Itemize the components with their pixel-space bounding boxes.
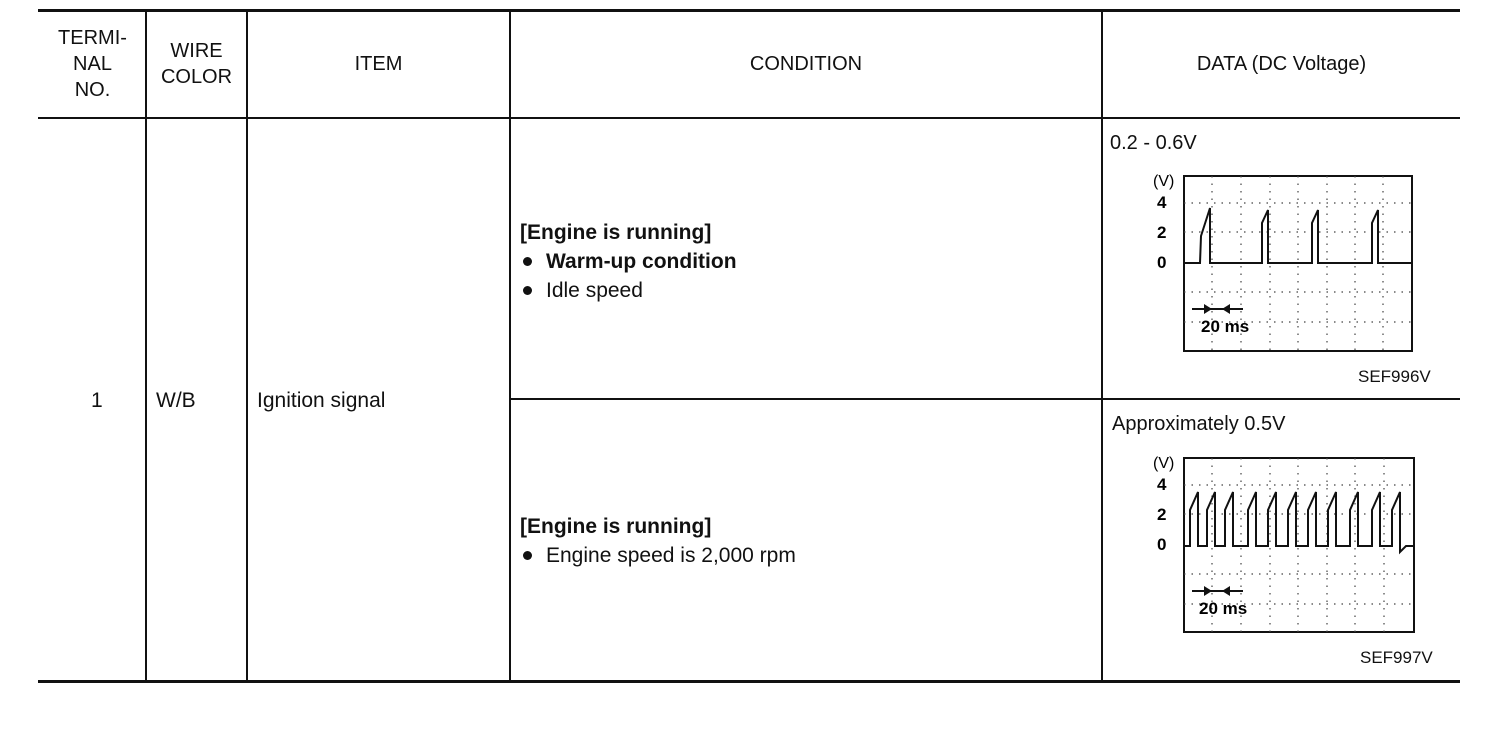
figure-code-2: SEF997V xyxy=(1360,648,1433,667)
condition-1-title: [Engine is running] xyxy=(520,221,712,244)
item-value: Ignition signal xyxy=(257,389,386,412)
condition-2 xyxy=(520,512,796,570)
header-item: ITEM xyxy=(354,53,403,75)
header-data: DATA (DC Voltage) xyxy=(1196,53,1367,75)
scope-1-time-label: 20 ms xyxy=(1201,317,1250,336)
bullet-icon xyxy=(523,551,532,560)
bottom-rule xyxy=(38,680,1460,683)
header-condition: CONDITION xyxy=(749,53,863,75)
condition-2-title: [Engine is running] xyxy=(520,515,712,538)
scope-2-time-label: 20 ms xyxy=(1199,599,1248,618)
figure-code-1: SEF996V xyxy=(1358,367,1431,386)
bullet-icon xyxy=(523,286,532,295)
header-rule xyxy=(38,117,1460,119)
data-value-2: Approximately 0.5V xyxy=(1112,413,1286,435)
bullet-icon xyxy=(523,257,532,266)
condition-2-bullet-1 xyxy=(520,541,796,570)
scope-2-tick-0: 0 xyxy=(1157,535,1167,554)
condition-1-bullet-2-text: Idle speed xyxy=(546,279,643,302)
condition-1-bullet-1-text: Warm-up condition xyxy=(546,250,737,273)
condition-1-bullet-2 xyxy=(520,276,737,305)
terminal-number: 1 xyxy=(91,389,103,412)
wire-color-value: W/B xyxy=(156,389,196,412)
header-terminal-no: TERMI- NAL NO. xyxy=(58,27,127,101)
scope-2-tick-4: 4 xyxy=(1157,475,1167,494)
condition-divider xyxy=(510,398,1460,400)
oscilloscope-waveform-1 xyxy=(1140,168,1430,358)
scope-1-tick-2: 2 xyxy=(1157,223,1167,242)
scope-2-unit-label: (V) xyxy=(1153,455,1175,472)
condition-1-bullet-1 xyxy=(520,247,737,276)
scope-1-tick-0: 0 xyxy=(1157,253,1167,272)
data-value-1: 0.2 - 0.6V xyxy=(1110,132,1197,154)
scope-2-tick-2: 2 xyxy=(1157,505,1167,524)
top-rule xyxy=(38,9,1460,12)
scope-1-time-arrow xyxy=(1192,304,1243,314)
scope-1-trace xyxy=(1184,208,1412,263)
scope-2-trace xyxy=(1184,492,1414,552)
oscilloscope-waveform-2 xyxy=(1140,450,1430,640)
scope-1-unit-label: (V) xyxy=(1153,173,1175,190)
scope-2-time-arrow xyxy=(1192,586,1243,596)
condition-2-bullet-1-text: Engine speed is 2,000 rpm xyxy=(546,544,796,567)
header-wire-color: WIRE COLOR xyxy=(160,40,233,88)
condition-1 xyxy=(520,218,737,305)
scope-1-tick-4: 4 xyxy=(1157,193,1167,212)
